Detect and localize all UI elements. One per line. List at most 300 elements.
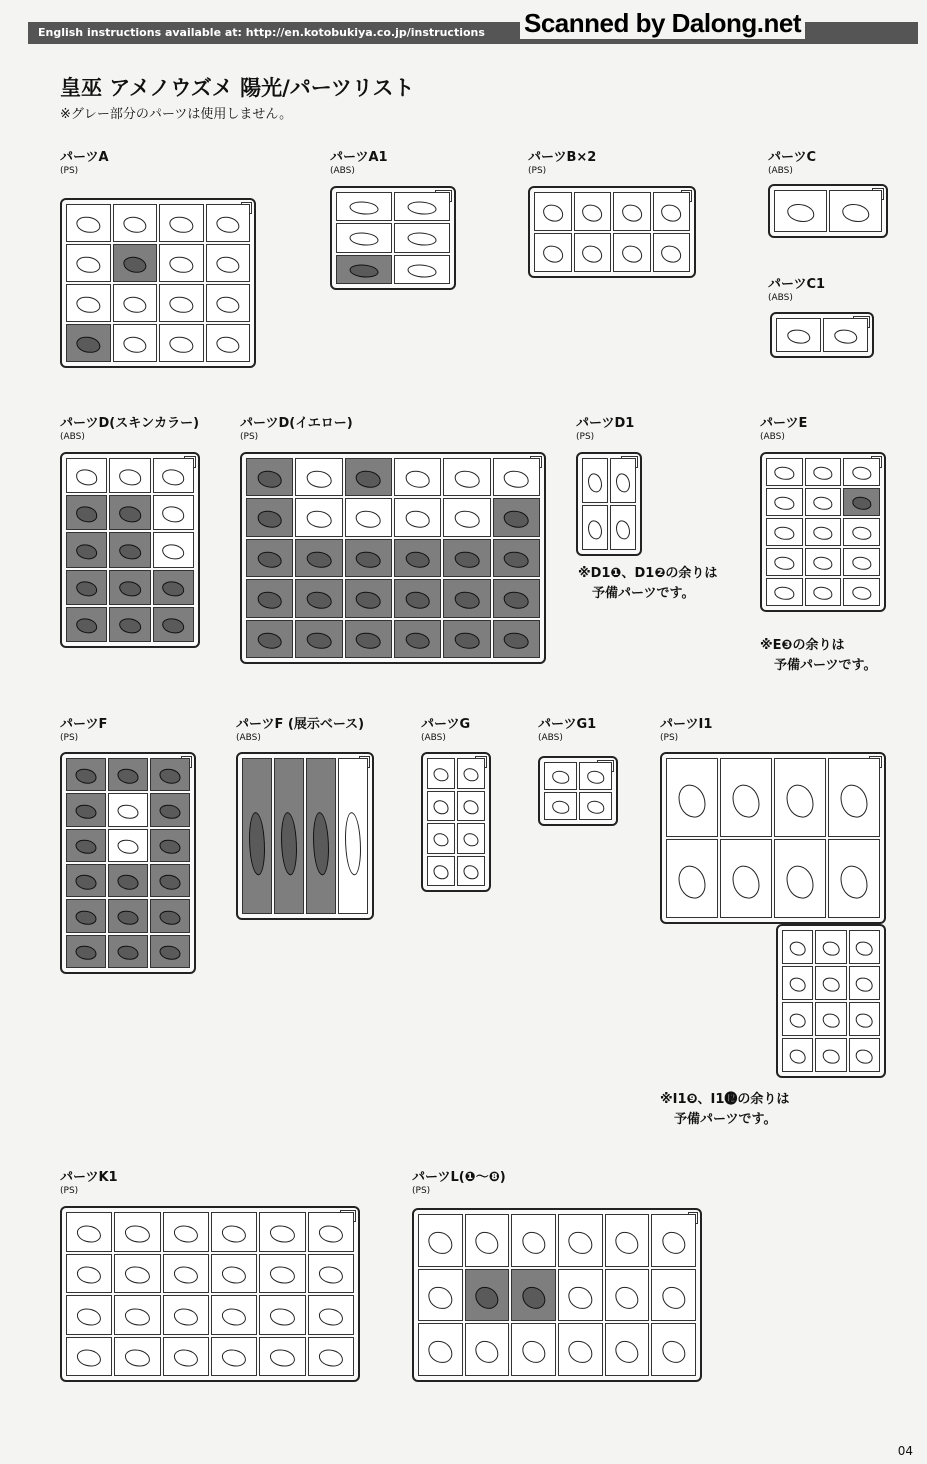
part-shape-icon bbox=[552, 771, 570, 783]
sprue-part-cell bbox=[558, 1323, 603, 1376]
gray-parts-note: ※グレー部分のパーツは使用しません。 bbox=[60, 107, 293, 122]
sprue-part-cell bbox=[465, 1214, 510, 1267]
page-number: 04 bbox=[897, 1444, 913, 1458]
part-shape-icon bbox=[615, 1286, 638, 1308]
part-shape-icon bbox=[434, 833, 449, 846]
part-shape-icon bbox=[77, 1225, 101, 1242]
part-shape-icon bbox=[852, 557, 871, 569]
part-label-i1: パーツI1 bbox=[660, 717, 713, 732]
sprue-part-cell bbox=[805, 458, 842, 486]
part-shape-icon bbox=[319, 1350, 343, 1367]
sprue-part-cell bbox=[782, 930, 813, 964]
part-shape-icon bbox=[319, 1225, 343, 1242]
sprue-part-cell bbox=[605, 1323, 650, 1376]
part-shape-icon bbox=[76, 910, 97, 925]
part-shape-icon bbox=[257, 471, 282, 488]
sprue-part-cell bbox=[163, 1295, 209, 1335]
sprue-part-cell bbox=[308, 1337, 354, 1377]
part-shape-icon bbox=[813, 587, 832, 599]
sprue-part-cell bbox=[345, 539, 392, 577]
sprue-part-cell bbox=[582, 458, 608, 503]
part-shape-icon bbox=[162, 507, 184, 522]
sprue-part-cell bbox=[511, 1269, 556, 1322]
sprue-part-cell bbox=[159, 204, 204, 242]
sprue-part-cell bbox=[427, 856, 455, 887]
part-shape-icon bbox=[118, 804, 139, 819]
sprue-part-cell bbox=[457, 823, 485, 854]
sprue-part-cell bbox=[259, 1337, 305, 1377]
sprue-part-cell bbox=[246, 539, 293, 577]
part-shape-icon bbox=[356, 592, 381, 609]
sprue-part-cell bbox=[150, 899, 190, 932]
sprue-part-cell bbox=[163, 1254, 209, 1294]
sprue-part-cell bbox=[336, 255, 392, 284]
sprue-part-cell bbox=[66, 284, 111, 322]
sprue-part-cell bbox=[109, 570, 150, 605]
sprue-part-cell bbox=[308, 1295, 354, 1335]
runner-k1-diagram bbox=[60, 1206, 360, 1382]
part-material-f: (PS) bbox=[60, 733, 79, 743]
sprue-part-cell bbox=[443, 498, 490, 536]
part-shape-icon bbox=[76, 875, 97, 890]
part-shape-icon bbox=[174, 1225, 198, 1242]
part-shape-icon bbox=[160, 769, 181, 784]
sprue-part-cell bbox=[427, 823, 455, 854]
part-shape-icon bbox=[475, 1286, 498, 1308]
part-shape-icon bbox=[522, 1341, 545, 1363]
part-shape-icon bbox=[405, 511, 430, 528]
part-label-b: パーツB×2 bbox=[528, 150, 597, 165]
sprue-part-cell bbox=[843, 458, 880, 486]
part-shape-icon bbox=[307, 592, 332, 609]
sprue-part-cell bbox=[66, 1254, 112, 1294]
sprue-part-cell bbox=[345, 498, 392, 536]
part-shape-icon bbox=[405, 471, 430, 488]
sprue-part-cell bbox=[113, 324, 158, 362]
sprue-part-cell bbox=[153, 495, 194, 530]
part-shape-icon bbox=[125, 1225, 149, 1242]
spare-note-e bbox=[760, 636, 876, 676]
sprue-part-cell bbox=[579, 762, 612, 790]
runner-d-yellow-diagram bbox=[240, 452, 546, 664]
part-shape-icon bbox=[222, 1308, 246, 1325]
sprue-part-cell bbox=[558, 1214, 603, 1267]
sprue-part-cell bbox=[815, 1038, 846, 1072]
part-shape-icon bbox=[76, 507, 98, 522]
part-shape-icon bbox=[162, 470, 184, 485]
part-shape-icon bbox=[345, 812, 361, 876]
part-shape-icon bbox=[125, 1350, 149, 1367]
part-label-l: パーツL(❶〜❽) bbox=[412, 1170, 506, 1185]
part-shape-icon bbox=[350, 264, 379, 277]
sprue-part-cell bbox=[211, 1337, 257, 1377]
sprue-part-cell bbox=[259, 1295, 305, 1335]
sprue-part-cell bbox=[558, 1269, 603, 1322]
part-shape-icon bbox=[170, 257, 193, 273]
part-shape-icon bbox=[162, 544, 184, 559]
sprue-part-cell bbox=[211, 1212, 257, 1252]
sprue-part-cell bbox=[782, 1002, 813, 1036]
part-shape-icon bbox=[775, 587, 794, 599]
part-material-d-skin: (ABS) bbox=[60, 432, 85, 442]
sprue-part-cell bbox=[150, 758, 190, 791]
sprue-part-cell bbox=[720, 758, 772, 837]
sprue-part-cell bbox=[66, 607, 107, 642]
sprue-part-cell bbox=[582, 505, 608, 550]
part-shape-icon bbox=[662, 1286, 685, 1308]
sprue-part-cell bbox=[610, 505, 636, 550]
runner-a-diagram bbox=[60, 198, 256, 368]
sprue-part-cell bbox=[843, 518, 880, 546]
sprue-part-cell bbox=[544, 762, 577, 790]
part-shape-icon bbox=[307, 511, 332, 528]
part-shape-icon bbox=[622, 246, 642, 263]
part-shape-icon bbox=[319, 1308, 343, 1325]
sprue-part-cell bbox=[457, 758, 485, 789]
sprue-part-cell bbox=[457, 791, 485, 822]
part-shape-icon bbox=[434, 800, 449, 813]
sprue-part-cell bbox=[108, 935, 148, 968]
sprue-part-cell bbox=[766, 488, 803, 516]
part-shape-icon bbox=[733, 785, 760, 818]
sprue-part-cell bbox=[776, 318, 821, 352]
part-material-d-yellow: (PS) bbox=[240, 432, 259, 442]
sprue-part-cell bbox=[109, 607, 150, 642]
sprue-part-cell bbox=[66, 1337, 112, 1377]
part-shape-icon bbox=[543, 246, 563, 263]
sprue-part-cell bbox=[66, 1295, 112, 1335]
part-shape-icon bbox=[464, 768, 479, 781]
runner-g-diagram bbox=[421, 752, 491, 892]
spare-note-e-line1: ※E❸の余りは bbox=[760, 638, 845, 653]
part-shape-icon bbox=[174, 1350, 198, 1367]
part-shape-icon bbox=[76, 581, 98, 596]
part-shape-icon bbox=[455, 511, 480, 528]
sprue-part-cell bbox=[113, 284, 158, 322]
runner-e-diagram bbox=[760, 452, 886, 612]
part-shape-icon bbox=[76, 769, 97, 784]
part-label-a1: パーツA1 bbox=[330, 150, 388, 165]
sprue-part-cell bbox=[246, 458, 293, 496]
part-shape-icon bbox=[775, 557, 794, 569]
part-shape-icon bbox=[77, 1308, 101, 1325]
sprue-part-cell bbox=[443, 458, 490, 496]
sprue-part-cell bbox=[605, 1214, 650, 1267]
sprue-part-cell bbox=[849, 930, 880, 964]
part-shape-icon bbox=[616, 520, 630, 539]
sprue-part-cell bbox=[345, 458, 392, 496]
instructions-url-banner: English instructions available at: http://en.kotobukiya.co.jp/instructions bbox=[28, 22, 918, 44]
part-shape-icon bbox=[160, 840, 181, 855]
sprue-part-cell bbox=[306, 758, 336, 914]
part-label-a: パーツA bbox=[60, 150, 109, 165]
part-shape-icon bbox=[434, 865, 449, 878]
part-shape-icon bbox=[160, 910, 181, 925]
part-shape-icon bbox=[582, 246, 602, 263]
part-shape-icon bbox=[118, 875, 139, 890]
sprue-part-cell bbox=[206, 244, 251, 282]
sprue-part-cell bbox=[394, 539, 441, 577]
part-material-a1: (ABS) bbox=[330, 166, 355, 176]
runner-d1-diagram bbox=[576, 452, 642, 556]
part-shape-icon bbox=[270, 1308, 294, 1325]
sprue-part-cell bbox=[242, 758, 272, 914]
sprue-part-cell bbox=[108, 829, 148, 862]
part-shape-icon bbox=[588, 520, 602, 539]
spare-note-i1-line2: 予備パーツです。 bbox=[674, 1112, 777, 1127]
sprue-part-cell bbox=[159, 324, 204, 362]
part-material-a: (PS) bbox=[60, 166, 79, 176]
part-shape-icon bbox=[823, 977, 840, 992]
sprue-part-cell bbox=[295, 579, 342, 617]
sprue-part-cell bbox=[666, 758, 718, 837]
sprue-part-cell bbox=[394, 579, 441, 617]
part-shape-icon bbox=[118, 769, 139, 784]
part-shape-icon bbox=[856, 1049, 873, 1064]
part-shape-icon bbox=[455, 552, 480, 569]
sprue-part-cell bbox=[159, 244, 204, 282]
sprue-part-cell bbox=[774, 839, 826, 918]
sprue-part-cell bbox=[394, 458, 441, 496]
sprue-part-cell bbox=[418, 1269, 463, 1322]
sprue-part-cell bbox=[66, 1212, 112, 1252]
part-material-f-base: (ABS) bbox=[236, 733, 261, 743]
runner-d-skin-diagram bbox=[60, 452, 200, 648]
part-material-e: (ABS) bbox=[760, 432, 785, 442]
part-shape-icon bbox=[615, 1341, 638, 1363]
part-shape-icon bbox=[787, 866, 814, 899]
runner-i1-upper-diagram bbox=[660, 752, 886, 924]
sprue-part-cell bbox=[163, 1337, 209, 1377]
part-shape-icon bbox=[270, 1267, 294, 1284]
part-shape-icon bbox=[813, 497, 832, 509]
sprue-part-cell bbox=[153, 607, 194, 642]
part-shape-icon bbox=[257, 511, 282, 528]
sprue-part-cell bbox=[153, 458, 194, 493]
part-shape-icon bbox=[429, 1232, 452, 1254]
part-shape-icon bbox=[170, 217, 193, 233]
part-shape-icon bbox=[216, 297, 239, 313]
part-shape-icon bbox=[834, 329, 858, 344]
sprue-part-cell bbox=[651, 1214, 696, 1267]
part-material-b: (PS) bbox=[528, 166, 547, 176]
part-shape-icon bbox=[118, 910, 139, 925]
sprue-part-cell bbox=[308, 1212, 354, 1252]
part-shape-icon bbox=[307, 552, 332, 569]
sprue-part-cell bbox=[114, 1337, 160, 1377]
part-shape-icon bbox=[319, 1267, 343, 1284]
part-shape-icon bbox=[852, 527, 871, 539]
part-label-c1: パーツC1 bbox=[768, 277, 826, 292]
sprue-part-cell bbox=[108, 899, 148, 932]
part-shape-icon bbox=[789, 1049, 806, 1064]
spare-note-d1-line1: ※D1❶、D1❷の余りは bbox=[578, 566, 718, 581]
sprue-part-cell bbox=[511, 1323, 556, 1376]
part-shape-icon bbox=[174, 1267, 198, 1284]
runner-c-diagram bbox=[768, 184, 888, 238]
runner-f-diagram bbox=[60, 752, 196, 974]
part-shape-icon bbox=[852, 467, 871, 479]
part-shape-icon bbox=[813, 467, 832, 479]
sprue-part-cell bbox=[345, 620, 392, 658]
part-shape-icon bbox=[775, 467, 794, 479]
part-shape-icon bbox=[77, 217, 100, 233]
sprue-part-cell bbox=[295, 458, 342, 496]
sprue-part-cell bbox=[109, 532, 150, 567]
part-shape-icon bbox=[813, 557, 832, 569]
sprue-part-cell bbox=[782, 966, 813, 1000]
part-shape-icon bbox=[856, 1013, 873, 1028]
sprue-part-cell bbox=[336, 192, 392, 221]
sprue-part-cell bbox=[153, 532, 194, 567]
sprue-part-cell bbox=[493, 539, 540, 577]
part-shape-icon bbox=[455, 471, 480, 488]
sprue-part-cell bbox=[246, 498, 293, 536]
part-shape-icon bbox=[569, 1286, 592, 1308]
part-shape-icon bbox=[662, 1232, 685, 1254]
part-shape-icon bbox=[123, 217, 146, 233]
part-shape-icon bbox=[823, 1013, 840, 1028]
sprue-part-cell bbox=[153, 570, 194, 605]
sprue-part-cell bbox=[206, 284, 251, 322]
part-shape-icon bbox=[76, 946, 97, 961]
part-shape-icon bbox=[429, 1341, 452, 1363]
part-shape-icon bbox=[475, 1232, 498, 1254]
part-shape-icon bbox=[733, 866, 760, 899]
runner-l-diagram bbox=[412, 1208, 702, 1382]
part-shape-icon bbox=[216, 337, 239, 353]
part-shape-icon bbox=[429, 1286, 452, 1308]
part-shape-icon bbox=[125, 1308, 149, 1325]
sprue-part-cell bbox=[274, 758, 304, 914]
runner-f-base-diagram bbox=[236, 752, 374, 920]
part-label-f: パーツF bbox=[60, 717, 108, 732]
part-label-g: パーツG bbox=[421, 717, 471, 732]
sprue-part-cell bbox=[66, 935, 106, 968]
sprue-part-cell bbox=[465, 1269, 510, 1322]
part-shape-icon bbox=[125, 1267, 149, 1284]
sprue-part-cell bbox=[109, 495, 150, 530]
sprue-part-cell bbox=[457, 856, 485, 887]
sprue-part-cell bbox=[534, 192, 572, 231]
part-shape-icon bbox=[257, 592, 282, 609]
part-shape-icon bbox=[162, 618, 184, 633]
part-shape-icon bbox=[582, 205, 602, 222]
part-shape-icon bbox=[841, 785, 868, 818]
sprue-part-cell bbox=[211, 1295, 257, 1335]
sprue-part-cell bbox=[394, 255, 450, 284]
part-shape-icon bbox=[775, 527, 794, 539]
part-material-k1: (PS) bbox=[60, 1186, 79, 1196]
sprue-part-cell bbox=[246, 620, 293, 658]
part-shape-icon bbox=[679, 866, 706, 899]
part-shape-icon bbox=[569, 1232, 592, 1254]
part-shape-icon bbox=[587, 801, 605, 813]
part-shape-icon bbox=[615, 1232, 638, 1254]
sprue-part-cell bbox=[849, 966, 880, 1000]
part-shape-icon bbox=[856, 977, 873, 992]
sprue-part-cell bbox=[493, 458, 540, 496]
part-shape-icon bbox=[842, 204, 870, 222]
part-shape-icon bbox=[823, 941, 840, 956]
part-shape-icon bbox=[350, 202, 379, 215]
part-shape-icon bbox=[852, 587, 871, 599]
part-shape-icon bbox=[504, 592, 529, 609]
sprue-part-cell bbox=[66, 495, 107, 530]
sprue-part-cell bbox=[605, 1269, 650, 1322]
part-shape-icon bbox=[313, 812, 329, 876]
sprue-part-cell bbox=[150, 793, 190, 826]
part-material-l: (PS) bbox=[412, 1186, 431, 1196]
part-shape-icon bbox=[216, 217, 239, 233]
part-material-c: (ABS) bbox=[768, 166, 793, 176]
part-shape-icon bbox=[76, 840, 97, 855]
sprue-part-cell bbox=[338, 758, 368, 914]
part-shape-icon bbox=[662, 1341, 685, 1363]
part-shape-icon bbox=[76, 618, 98, 633]
part-shape-icon bbox=[504, 552, 529, 569]
part-shape-icon bbox=[257, 552, 282, 569]
spare-note-d1 bbox=[578, 564, 717, 604]
sprue-part-cell bbox=[849, 1002, 880, 1036]
part-shape-icon bbox=[281, 812, 297, 876]
part-material-d1: (PS) bbox=[576, 432, 595, 442]
part-shape-icon bbox=[118, 840, 139, 855]
sprue-part-cell bbox=[150, 935, 190, 968]
part-shape-icon bbox=[587, 771, 605, 783]
sprue-part-cell bbox=[443, 579, 490, 617]
spare-note-d1-line2: 予備パーツです。 bbox=[592, 586, 695, 601]
part-shape-icon bbox=[307, 632, 332, 649]
part-shape-icon bbox=[616, 473, 630, 492]
sprue-part-cell bbox=[815, 966, 846, 1000]
sprue-part-cell bbox=[511, 1214, 556, 1267]
spare-note-e-line2: 予備パーツです。 bbox=[774, 658, 877, 673]
sprue-part-cell bbox=[394, 223, 450, 252]
part-shape-icon bbox=[455, 592, 480, 609]
part-shape-icon bbox=[408, 202, 437, 215]
part-shape-icon bbox=[504, 511, 529, 528]
part-shape-icon bbox=[77, 297, 100, 313]
part-shape-icon bbox=[170, 337, 193, 353]
sprue-part-cell bbox=[782, 1038, 813, 1072]
sprue-part-cell bbox=[443, 539, 490, 577]
sprue-part-cell bbox=[828, 839, 880, 918]
sprue-part-cell bbox=[66, 324, 111, 362]
part-shape-icon bbox=[789, 1013, 806, 1028]
sprue-part-cell bbox=[295, 498, 342, 536]
part-shape-icon bbox=[464, 865, 479, 878]
part-shape-icon bbox=[307, 471, 332, 488]
part-shape-icon bbox=[222, 1350, 246, 1367]
part-material-i1: (PS) bbox=[660, 733, 679, 743]
sprue-part-cell bbox=[66, 899, 106, 932]
sprue-part-cell bbox=[150, 829, 190, 862]
part-shape-icon bbox=[76, 804, 97, 819]
sprue-part-cell bbox=[815, 1002, 846, 1036]
part-shape-icon bbox=[504, 471, 529, 488]
sprue-part-cell bbox=[443, 620, 490, 658]
part-shape-icon bbox=[455, 632, 480, 649]
sprue-part-cell bbox=[666, 839, 718, 918]
part-label-e: パーツE bbox=[760, 416, 808, 431]
sprue-part-cell bbox=[308, 1254, 354, 1294]
sprue-part-cell bbox=[150, 864, 190, 897]
part-shape-icon bbox=[408, 233, 437, 246]
part-shape-icon bbox=[775, 497, 794, 509]
sprue-part-cell bbox=[823, 318, 868, 352]
sprue-part-cell bbox=[108, 758, 148, 791]
